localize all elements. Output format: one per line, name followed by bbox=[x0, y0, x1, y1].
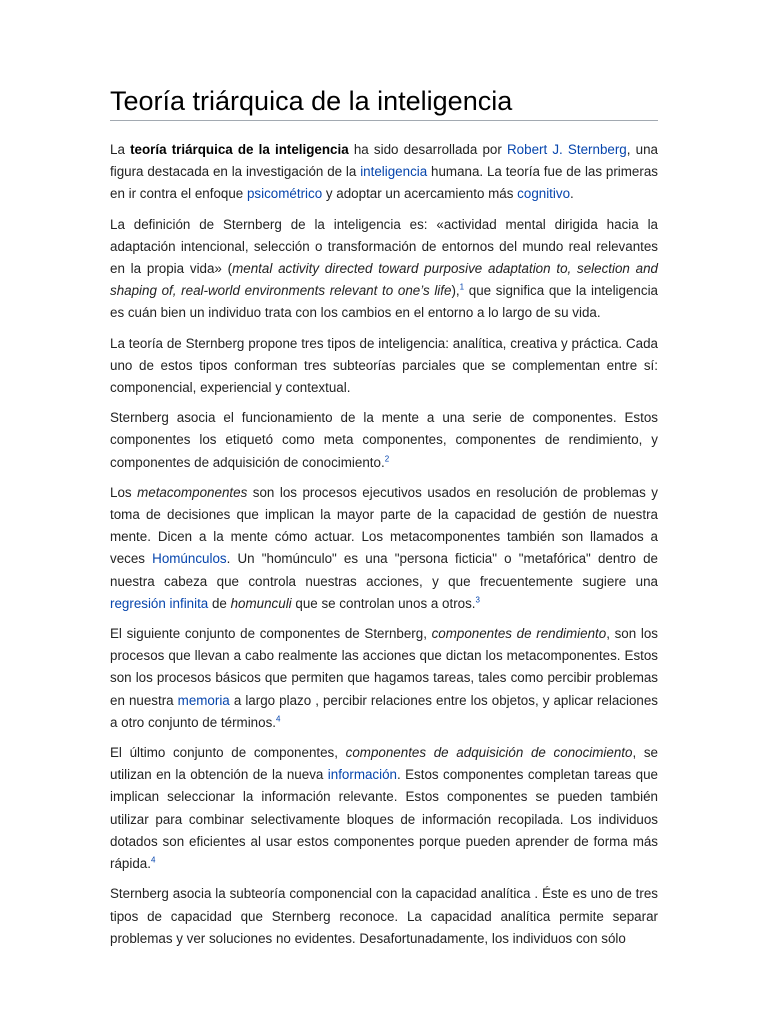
text: a largo plazo , percibir relaciones entre los objetos, y aplicar relaciones a otro conjunto de términos. bbox=[110, 692, 659, 730]
reference-4b[interactable]: 4 bbox=[150, 855, 156, 865]
link-informacion[interactable]: información bbox=[327, 767, 397, 783]
paragraph-components bbox=[110, 407, 658, 474]
link-inteligencia[interactable]: inteligencia bbox=[360, 164, 428, 180]
reference-1[interactable]: 1 bbox=[459, 282, 465, 292]
italic-term: metacomponentes bbox=[137, 484, 248, 500]
text: Los bbox=[110, 484, 138, 500]
text: . Un "homúnculo" es una "persona ficticia" o "metafórica" dentro de nuestra cabeza que controla nuestras acciones, y que frecuentemente sugiere una bbox=[110, 551, 658, 589]
text: La bbox=[110, 142, 131, 157]
italic-quote: mental activity directed toward purposive adaptation to, selection and shaping of, real-world environments relevant to one’s life bbox=[110, 261, 658, 299]
text: El siguiente conjunto de componentes de Sternberg, bbox=[110, 626, 432, 642]
link-cognitivo[interactable]: cognitivo bbox=[517, 186, 571, 202]
text: Sternberg asocia el funcionamiento de la mente a una serie de componentes. Estos componentes los etiquetó como meta componentes, componentes de rendimiento, y componentes de adquisición de conocimiento. bbox=[110, 410, 658, 470]
paragraph-intro bbox=[110, 139, 658, 206]
paragraph-analytic bbox=[110, 883, 658, 950]
text: que se controlan unos a otros. bbox=[291, 595, 476, 611]
paragraph-performance bbox=[110, 623, 658, 734]
reference-3[interactable]: 3 bbox=[475, 595, 480, 605]
italic-term: componentes de rendimiento bbox=[431, 626, 607, 642]
text: y adoptar un acercamiento más bbox=[322, 186, 518, 202]
paragraph-metacomponents bbox=[110, 482, 658, 615]
text: La teoría de Sternberg propone tres tipos de inteligencia: analítica, creativa y práctica. Cada uno de estos tipos conforman tres subteorías parciales que se complementan entre sí: componencial, experiencial y contextual. bbox=[110, 335, 658, 396]
reference-2[interactable]: 2 bbox=[384, 454, 390, 464]
paragraph-knowledge bbox=[110, 742, 658, 875]
link-regresion-infinita[interactable]: regresión infinita bbox=[110, 595, 209, 611]
text: La definición de Sternberg de la inteligencia es: «actividad mental dirigida hacia la adaptación intencional, selección o transformación de entornos del mundo real relevantes en la propia vida» ( bbox=[110, 216, 658, 277]
text: son los procesos ejecutivos usados en resolución de problemas y toma de decisiones que implican la mayor parte de la capacidad de gestión de nuestra mente. Dicen a la mente cómo actuar. Los metacomponentes también son llamados a veces bbox=[110, 484, 659, 567]
text: humana. La teoría fue de las primeras en ir contra el enfoque bbox=[110, 164, 658, 202]
text: . bbox=[570, 186, 574, 202]
text: de bbox=[208, 595, 231, 611]
paragraph-definition bbox=[110, 214, 658, 325]
page-title: Teoría triárquica de la inteligencia bbox=[110, 84, 658, 121]
text: , son los procesos que llevan a cabo realmente las acciones que dictan los metacomponentes. Estos son los procesos básicos que permiten que hagamos tareas, tales como percibir problemas en nuestra bbox=[110, 626, 659, 708]
italic-term: homunculi bbox=[230, 595, 292, 611]
reference-4[interactable]: 4 bbox=[276, 714, 281, 724]
text: ), bbox=[451, 283, 460, 299]
link-homunculos[interactable]: Homúnculos bbox=[152, 551, 227, 567]
link-psicometrico[interactable]: psicométrico bbox=[246, 186, 323, 202]
italic-term: componentes de adquisición de conocimiento bbox=[345, 745, 633, 761]
text: . Estos componentes completan tareas que implican seleccionar la información relevante. Estos componentes se pueden también utilizar para combinar selectivamente bloques de información recopilada. Los individuos dotados son eficientes al usar estos componentes porque pueden aprender de forma más rápida. bbox=[110, 767, 658, 872]
text: , se utilizan en la obtención de la nueva bbox=[110, 745, 658, 783]
link-memoria[interactable]: memoria bbox=[177, 692, 230, 708]
text: ha sido desarrollada por bbox=[348, 142, 507, 157]
text: Sternberg asocia la subteoría componencial con la capacidad analítica . Éste es uno de tres tipos de capacidad que Sternberg reconoce. La capacidad analítica permite separar problemas y ver soluciones no evidentes. Desafortunadamente, los individuos con sólo bbox=[110, 886, 658, 946]
text: El último conjunto de componentes, bbox=[110, 745, 346, 761]
paragraph-types bbox=[110, 333, 658, 400]
text: que significa que la inteligencia es cuán bien un individuo trata con los cambios en el entorno a lo largo de su vida. bbox=[110, 283, 658, 321]
bold-term: teoría triárquica de la inteligencia bbox=[130, 142, 349, 157]
link-robert-sternberg[interactable]: Robert J. Sternberg bbox=[507, 142, 627, 157]
text: , una figura destacada en la investigación de la bbox=[110, 142, 658, 180]
